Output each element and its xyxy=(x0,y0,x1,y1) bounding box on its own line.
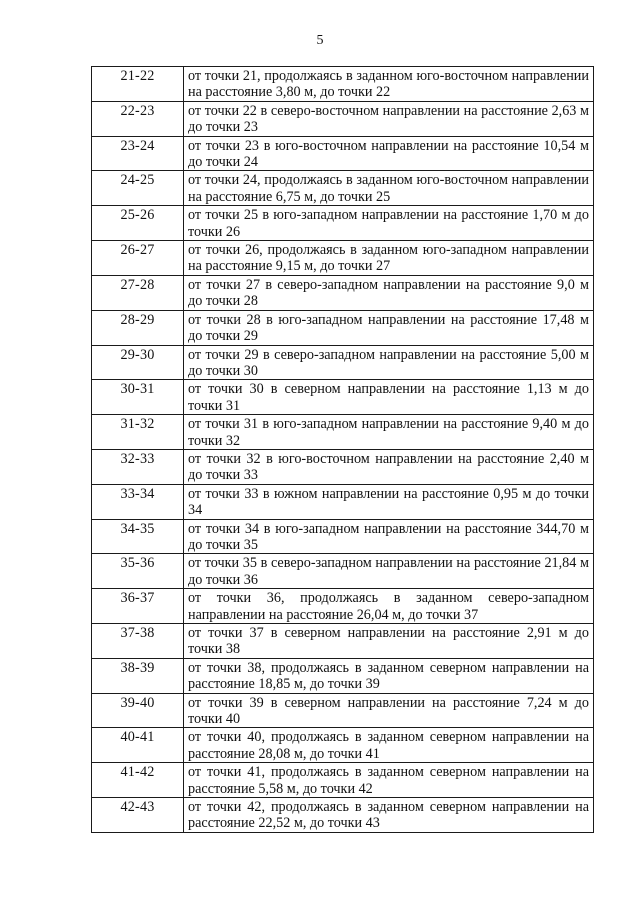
segment-cell: 35-36 xyxy=(92,554,184,589)
table-row xyxy=(92,101,594,136)
segment-cell: 36-37 xyxy=(92,589,184,624)
table-row xyxy=(92,275,594,310)
table-row xyxy=(92,241,594,276)
table-row xyxy=(92,519,594,554)
description-cell: от точки 23 в юго-восточном направлении на расстояние 10,54 м до точки 24 xyxy=(184,136,594,171)
segment-cell: 25-26 xyxy=(92,206,184,241)
description-cell: от точки 32 в юго-восточном направлении на расстояние 2,40 м до точки 33 xyxy=(184,449,594,484)
description-cell: от точки 30 в северном направлении на расстояние 1,13 м до точки 31 xyxy=(184,380,594,415)
segment-cell: 30-31 xyxy=(92,380,184,415)
segment-cell: 33-34 xyxy=(92,484,184,519)
table-row xyxy=(92,136,594,171)
table-row xyxy=(92,380,594,415)
description-cell: от точки 31 в юго-западном направлении на расстояние 9,40 м до точки 32 xyxy=(184,415,594,450)
segment-cell: 41-42 xyxy=(92,763,184,798)
table-row xyxy=(92,345,594,380)
table-row xyxy=(92,206,594,241)
segment-cell: 29-30 xyxy=(92,345,184,380)
segment-cell: 32-33 xyxy=(92,449,184,484)
description-cell: от точки 38, продолжаясь в заданном северном направлении на расстояние 18,85 м, до точки 39 xyxy=(184,658,594,693)
description-cell: от точки 37 в северном направлении на расстояние 2,91 м до точки 38 xyxy=(184,624,594,659)
description-cell: от точки 34 в юго-западном направлении на расстояние 344,70 м до точки 35 xyxy=(184,519,594,554)
segment-cell: 38-39 xyxy=(92,658,184,693)
table-row xyxy=(92,693,594,728)
segment-cell: 34-35 xyxy=(92,519,184,554)
segment-cell: 40-41 xyxy=(92,728,184,763)
segment-cell: 31-32 xyxy=(92,415,184,450)
segment-cell: 28-29 xyxy=(92,310,184,345)
description-cell: от точки 40, продолжаясь в заданном северном направлении на расстояние 28,08 м, до точки 41 xyxy=(184,728,594,763)
table-row xyxy=(92,415,594,450)
table-row xyxy=(92,449,594,484)
segment-cell: 22-23 xyxy=(92,101,184,136)
segment-cell: 27-28 xyxy=(92,275,184,310)
table-row xyxy=(92,658,594,693)
segment-cell: 39-40 xyxy=(92,693,184,728)
description-cell: от точки 26, продолжаясь в заданном юго-западном направлении на расстояние 9,15 м, до точки 27 xyxy=(184,241,594,276)
segment-cell: 26-27 xyxy=(92,241,184,276)
page-number: 5 xyxy=(316,33,324,48)
description-cell: от точки 39 в северном направлении на расстояние 7,24 м до точки 40 xyxy=(184,693,594,728)
table-row xyxy=(92,484,594,519)
segment-cell: 23-24 xyxy=(92,136,184,171)
table-row xyxy=(92,589,594,624)
description-cell: от точки 22 в северо-восточном направлении на расстояние 2,63 м до точки 23 xyxy=(184,101,594,136)
segment-cell: 24-25 xyxy=(92,171,184,206)
description-cell: от точки 21, продолжаясь в заданном юго-восточном направлении на расстояние 3,80 м, до точки 22 xyxy=(184,67,594,102)
segment-cell: 42-43 xyxy=(92,798,184,833)
table-row xyxy=(92,171,594,206)
description-cell: от точки 28 в юго-западном направлении на расстояние 17,48 м до точки 29 xyxy=(184,310,594,345)
description-cell: от точки 29 в северо-западном направлении на расстояние 5,00 м до точки 30 xyxy=(184,345,594,380)
description-cell: от точки 33 в южном направлении на расстояние 0,95 м до точки 34 xyxy=(184,484,594,519)
description-cell: от точки 24, продолжаясь в заданном юго-восточном направлении на расстояние 6,75 м, до точки 25 xyxy=(184,171,594,206)
table-row xyxy=(92,310,594,345)
description-cell: от точки 35 в северо-западном направлении на расстояние 21,84 м до точки 36 xyxy=(184,554,594,589)
description-cell: от точки 36, продолжаясь в заданном северо-западном направлении на расстояние 26,04 м, до точки 37 xyxy=(184,589,594,624)
table-row xyxy=(92,67,594,102)
table-row xyxy=(92,554,594,589)
table-row xyxy=(92,624,594,659)
description-cell: от точки 42, продолжаясь в заданном северном направлении на расстояние 22,52 м, до точки 43 xyxy=(184,798,594,833)
table-row xyxy=(92,798,594,833)
boundary-description-table xyxy=(91,66,594,833)
table-row xyxy=(92,763,594,798)
description-cell: от точки 27 в северо-западном направлении на расстояние 9,0 м до точки 28 xyxy=(184,275,594,310)
description-cell: от точки 25 в юго-западном направлении на расстояние 1,70 м до точки 26 xyxy=(184,206,594,241)
segment-cell: 21-22 xyxy=(92,67,184,102)
description-cell: от точки 41, продолжаясь в заданном северном направлении на расстояние 5,58 м, до точки 42 xyxy=(184,763,594,798)
table-row xyxy=(92,728,594,763)
segment-cell: 37-38 xyxy=(92,624,184,659)
table-body xyxy=(92,67,594,833)
